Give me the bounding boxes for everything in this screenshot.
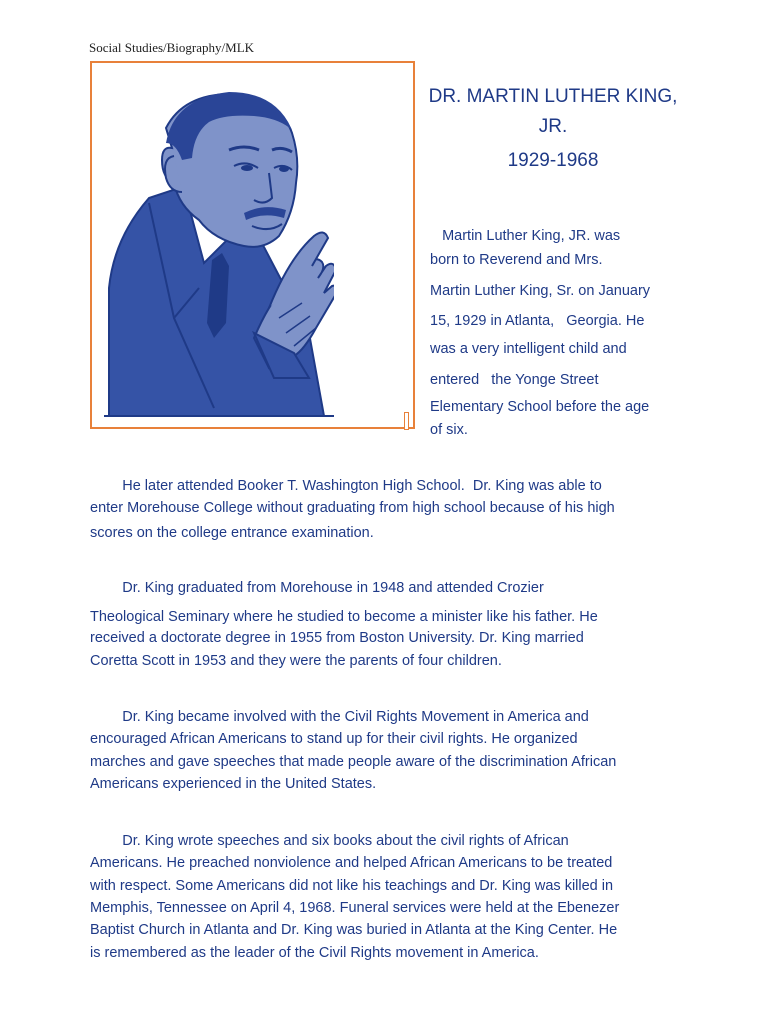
title-dates: 1929-1968 <box>507 150 599 171</box>
intro-line: Martin Luther King, Sr. on January <box>430 283 651 299</box>
paragraph-line: Baptist Church in Atlanta and Dr. King was buried in Atlanta at the King Center. He <box>90 922 618 938</box>
intro-line: was a very intelligent child and <box>430 341 627 357</box>
intro-line: born to Reverend and Mrs. <box>430 252 603 268</box>
paragraph-line: scores on the college entrance examination. <box>90 525 374 541</box>
paragraph-line: is remembered as the leader of the Civil Rights movement in America. <box>90 945 539 961</box>
paragraph-line: Americans experienced in the United States. <box>90 776 377 792</box>
breadcrumb: Social Studies/Biography/MLK <box>89 40 255 55</box>
title-line-1: DR. MARTIN LUTHER KING, <box>428 86 678 107</box>
intro-line: Elementary School before the age <box>430 399 650 415</box>
paragraph-line: encouraged African Americans to stand up for their civil rights. He organized <box>90 731 578 747</box>
paragraph-line: He later attended Booker T. Washington High School. Dr. King was able to <box>90 478 602 494</box>
paragraph-line: Dr. King wrote speeches and six books about the civil rights of African <box>90 833 569 849</box>
intro-line: Martin Luther King, JR. was <box>430 228 621 244</box>
paragraph-line: with respect. Some Americans did not like his teachings and Dr. King was killed in <box>90 878 614 894</box>
paragraph-line: enter Morehouse College without graduating from high school because of his high <box>90 500 615 516</box>
page-title <box>418 82 688 176</box>
portrait-illustration-icon <box>104 88 334 418</box>
paragraph-line: Dr. King became involved with the Civil Rights Movement in America and <box>90 709 589 725</box>
paragraph-line: Theological Seminary where he studied to become a minister like his father. He <box>90 609 598 625</box>
paragraph-line: received a doctorate degree in 1955 from Boston University. Dr. King married <box>90 630 584 646</box>
paragraph-line: Coretta Scott in 1953 and they were the parents of four children. <box>90 653 502 669</box>
title-line-2: JR. <box>538 116 568 137</box>
paragraph-line: Memphis, Tennessee on April 4, 1968. Funeral services were held at the Ebenezer <box>90 900 620 916</box>
paragraph-line: Dr. King graduated from Morehouse in 1948 and attended Crozier <box>90 580 544 596</box>
intro-line: of six. <box>430 422 468 438</box>
intro-line: 15, 1929 in Atlanta, Georgia. He <box>430 313 645 329</box>
intro-line: entered the Yonge Street <box>430 372 599 388</box>
paragraph-line: marches and gave speeches that made people aware of the discrimination African <box>90 754 617 770</box>
frame-resize-handle <box>404 412 409 430</box>
paragraph-line: Americans. He preached nonviolence and helped African Americans to be treated <box>90 855 613 871</box>
